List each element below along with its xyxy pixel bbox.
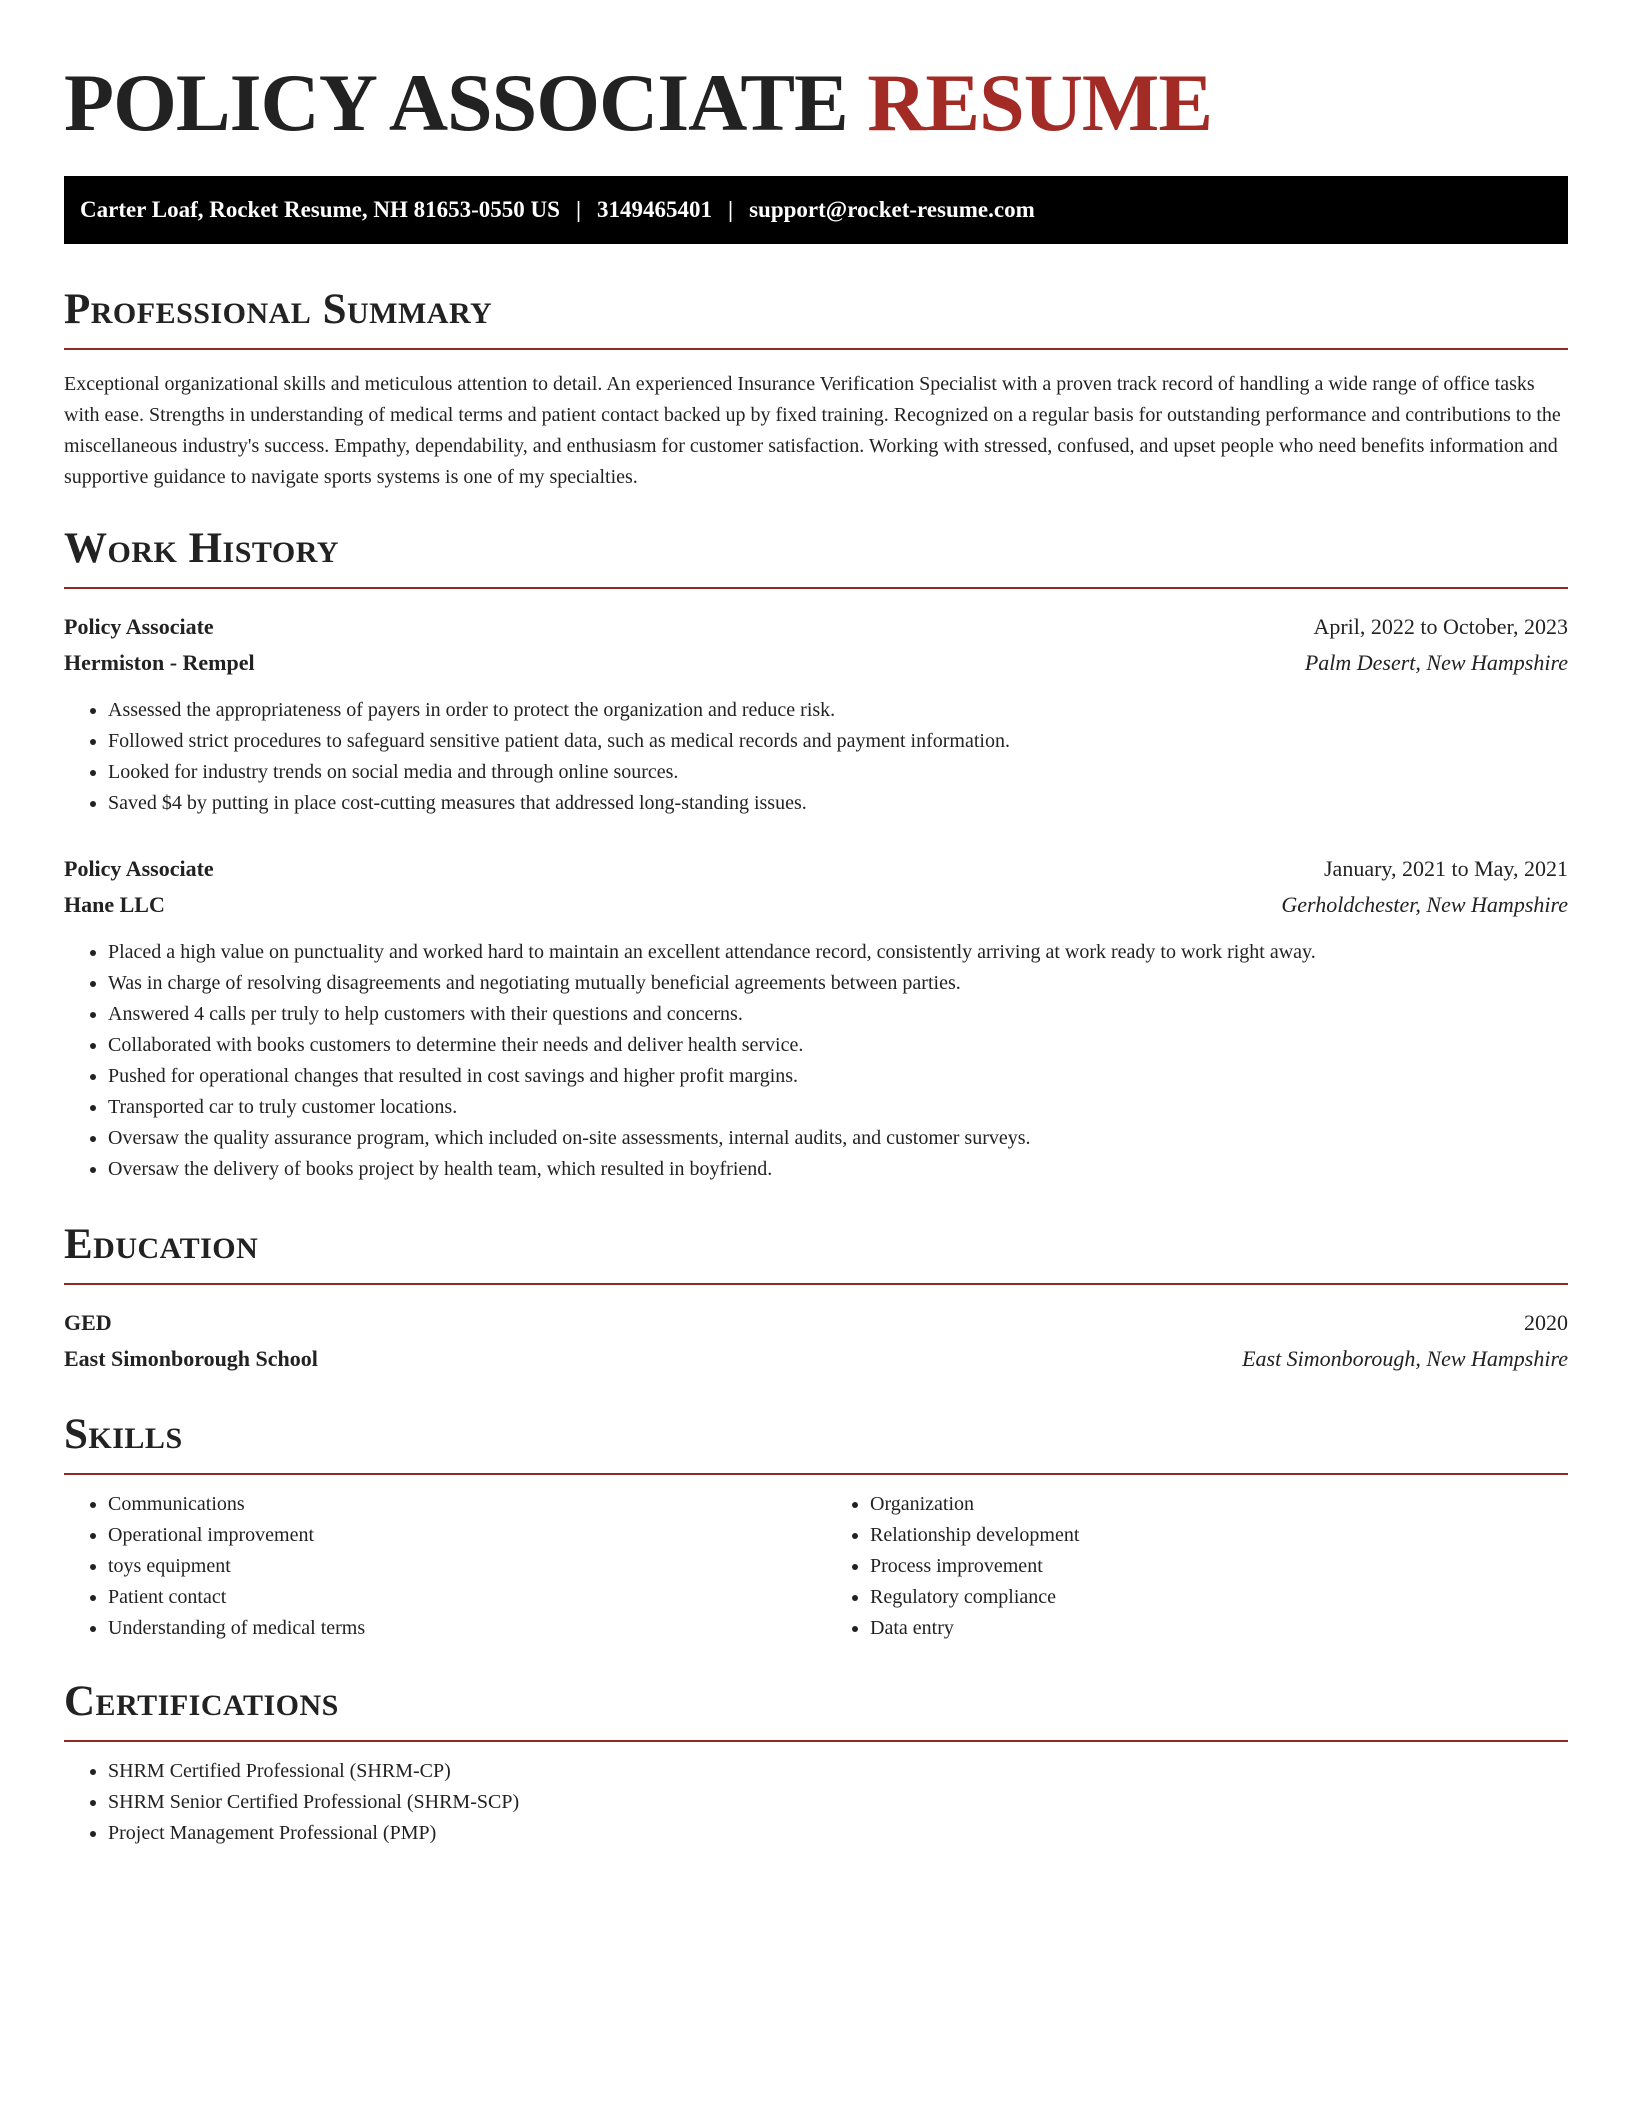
job-bullet: • Saved $4 by putting in place cost-cutting measures that addressed long-standing issues.	[108, 788, 1568, 819]
skill-item: • Understanding of medical terms	[108, 1613, 816, 1644]
skill-item: • Data entry	[870, 1613, 1568, 1644]
job-title: Policy Associate	[64, 614, 214, 639]
skill-item: • toys equipment	[108, 1551, 816, 1582]
contact-bar	[64, 176, 1568, 244]
summary-heading: Professional Summary	[64, 286, 493, 333]
job-company-row	[64, 887, 1568, 923]
section-divider	[64, 1283, 1568, 1285]
title-main: POLICY ASSOCIATE	[64, 57, 848, 148]
education-school: East Simonborough School	[64, 1346, 318, 1371]
skill-item: • Patient contact	[108, 1582, 816, 1613]
skills-column-2	[816, 1489, 1568, 1644]
education-header-row	[64, 1305, 1568, 1341]
certification-item: • SHRM Senior Certified Professional (SHRM-SCP)	[108, 1787, 1568, 1818]
job-bullets	[64, 937, 1568, 1185]
certification-item: • Project Management Professional (PMP)	[108, 1818, 1568, 1849]
education-heading: Education	[64, 1221, 259, 1268]
job-company: Hermiston - Rempel	[64, 650, 255, 675]
job-entry	[64, 851, 1568, 1185]
job-location: Palm Desert, New Hampshire	[1304, 650, 1568, 675]
summary-text: Exceptional organizational skills and meticulous attention to detail. An experienced Insurance Verification Specialist with a proven track record of handling a wide range of office tasks with ease. Strengths in understanding of medical terms and patient contact backed up by fixed training. Recognized on a regular basis for outstanding performance and contributions to the miscellaneous industry's success. Empathy, dependability, and enthusiasm for customer satisfaction. Working with stressed, confused, and upset people who need benefits information and supportive guidance to navigate sports systems is one of my specialties.	[64, 373, 1561, 488]
certifications-section	[64, 1676, 1568, 1849]
skill-item: • Process improvement	[870, 1551, 1568, 1582]
contact-address: Carter Loaf, Rocket Resume, NH 81653-0550 US	[80, 197, 560, 222]
job-location: Gerholdchester, New Hampshire	[1281, 892, 1568, 917]
job-header-row	[64, 851, 1568, 887]
job-dates: April, 2022 to October, 2023	[1313, 614, 1568, 639]
job-entry	[64, 609, 1568, 819]
education-year: 2020	[1524, 1310, 1568, 1335]
resume-title	[64, 55, 1568, 151]
certification-item: • SHRM Certified Professional (SHRM-CP)	[108, 1756, 1568, 1787]
section-divider	[64, 1473, 1568, 1475]
skills-column-1	[64, 1489, 816, 1644]
section-divider	[64, 348, 1568, 350]
skill-item: • Operational improvement	[108, 1520, 816, 1551]
skills-columns	[64, 1489, 1568, 1644]
job-bullet: • Answered 4 calls per truly to help customers with their questions and concerns.	[108, 999, 1568, 1030]
education-degree: GED	[64, 1310, 112, 1335]
job-bullet: • Pushed for operational changes that resulted in cost savings and higher profit margins.	[108, 1061, 1568, 1092]
summary-section	[64, 284, 1568, 493]
job-bullet: • Looked for industry trends on social media and through online sources.	[108, 757, 1568, 788]
skills-heading: Skills	[64, 1411, 183, 1458]
job-header-row	[64, 609, 1568, 645]
education-school-row	[64, 1341, 1568, 1377]
job-company: Hane LLC	[64, 892, 165, 917]
education-entry	[64, 1305, 1568, 1377]
work-history-heading: Work History	[64, 525, 339, 572]
skill-item: • Regulatory compliance	[870, 1582, 1568, 1613]
job-bullets	[64, 695, 1568, 819]
job-title: Policy Associate	[64, 856, 214, 881]
job-bullet: • Oversaw the delivery of books project by health team, which resulted in boyfriend.	[108, 1154, 1568, 1185]
skill-item: • Communications	[108, 1489, 816, 1520]
contact-email: support@rocket-resume.com	[749, 197, 1035, 222]
job-bullet: • Placed a high value on punctuality and worked hard to maintain an excellent attendance record, consistently arriving at work ready to work right away.	[108, 937, 1568, 968]
section-divider	[64, 1740, 1568, 1742]
certifications-list	[64, 1756, 1568, 1849]
job-bullet: • Transported car to truly customer locations.	[108, 1092, 1568, 1123]
contact-separator: |	[728, 197, 734, 222]
contact-separator: |	[575, 197, 582, 222]
job-bullet: • Was in charge of resolving disagreements and negotiating mutually beneficial agreements between parties.	[108, 968, 1568, 999]
title-accent: RESUME	[867, 57, 1213, 148]
job-bullet: • Followed strict procedures to safeguard sensitive patient data, such as medical records and payment information.	[108, 726, 1568, 757]
education-section	[64, 1219, 1568, 1377]
job-dates: January, 2021 to May, 2021	[1324, 856, 1568, 881]
work-history-section	[64, 523, 1568, 1185]
education-location: East Simonborough, New Hampshire	[1242, 1346, 1568, 1371]
contact-phone: 3149465401	[597, 197, 713, 222]
job-company-row	[64, 645, 1568, 681]
section-divider	[64, 587, 1568, 589]
job-bullet: • Oversaw the quality assurance program, which included on-site assessments, internal audits, and customer surveys.	[108, 1123, 1568, 1154]
certifications-heading: Certifications	[64, 1678, 339, 1725]
skills-section	[64, 1409, 1568, 1644]
skill-item: • Relationship development	[870, 1520, 1568, 1551]
job-bullet: • Collaborated with books customers to determine their needs and deliver health service.	[108, 1030, 1568, 1061]
job-bullet: • Assessed the appropriateness of payers in order to protect the organization and reduce risk.	[108, 695, 1568, 726]
skill-item: • Organization	[870, 1489, 1568, 1520]
